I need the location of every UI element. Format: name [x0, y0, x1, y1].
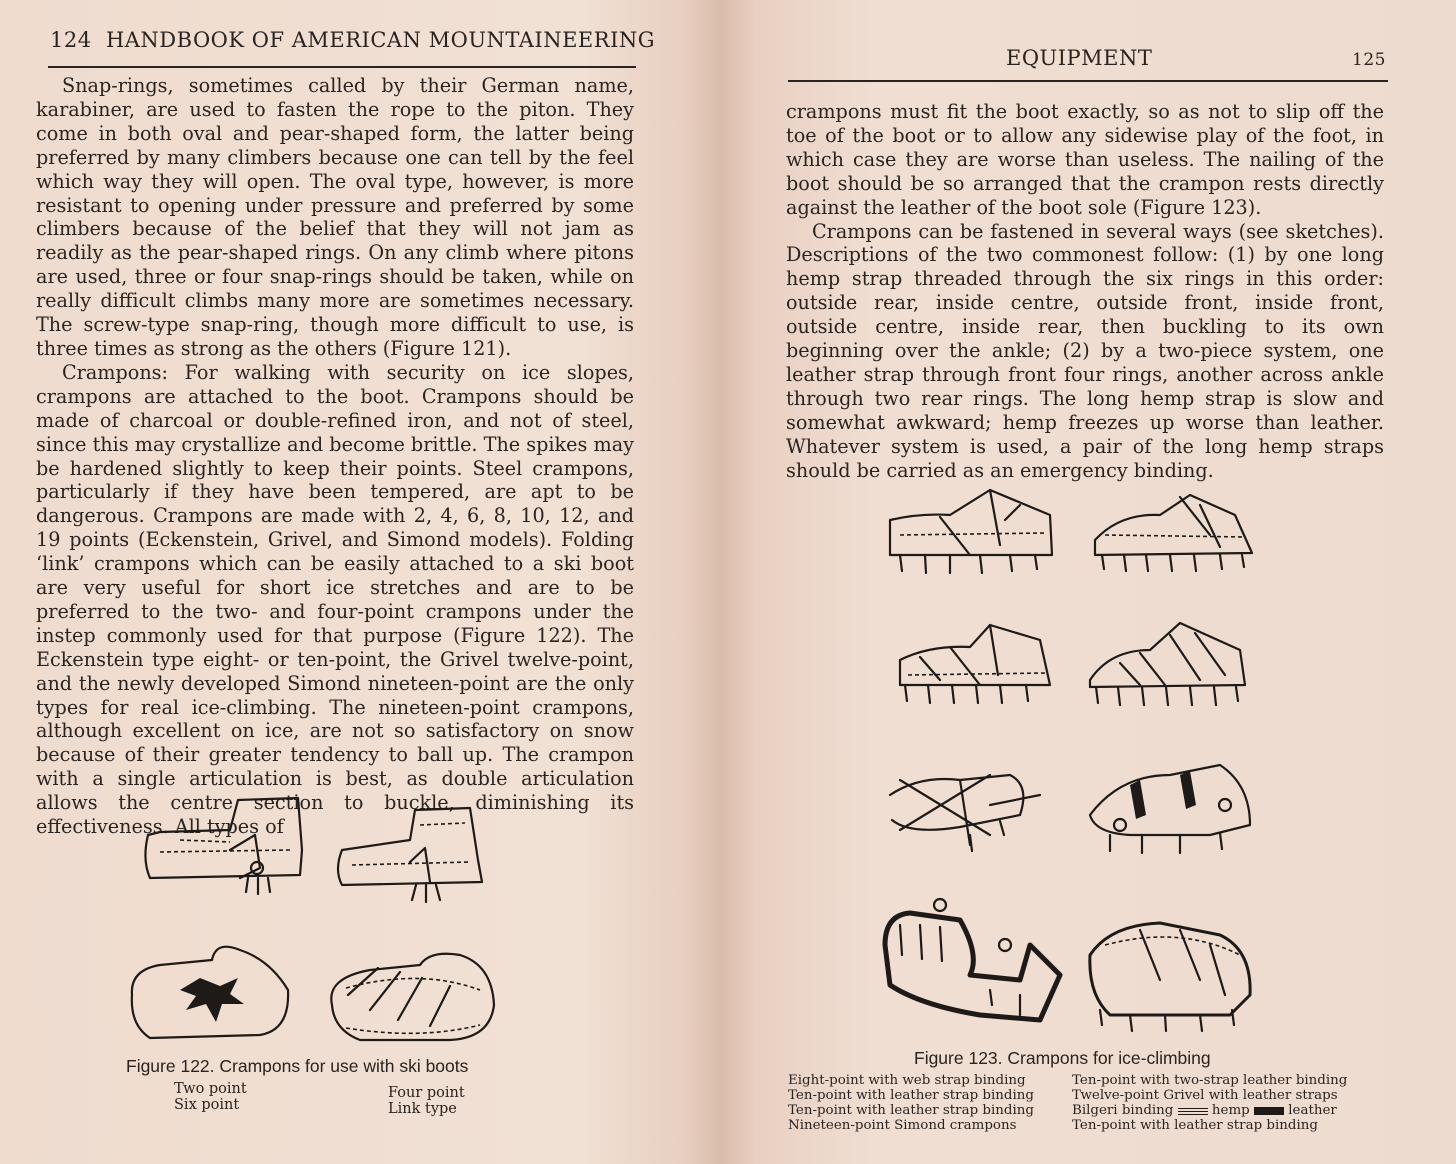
left-running-head	[50, 28, 655, 52]
six-point-crampon-icon	[132, 947, 288, 1038]
right-paragraph-2: Crampons can be fastened in several ways (see sketches). Descriptions of the two commonest follow: (1) by one long hemp strap threaded through the six rings in this order: outside rear, inside centre, outside front, inside front, outside centre, inside rear, then buckling to its own beginning over the ankle; (2) by a two-piece system, one leather strap through front four rings, another across ankle through two rear rings. The long hemp strap is slow and somewhat awkward; hemp freezes up worse than leather. Whatever system is used, a pair of the long hemp straps should be carried as an emergency binding.	[786, 219, 1384, 482]
legend-ten-point-leather-3: Ten-point with leather strap binding	[1072, 1118, 1318, 1133]
legend-eight-point-web: Eight-point with web strap binding	[788, 1073, 1026, 1088]
label-six-point: Six point	[174, 1097, 240, 1113]
four-point-crampon-icon	[338, 808, 482, 902]
twelve-point-grivel-icon	[1090, 623, 1245, 705]
figure-123-drawings	[880, 475, 1280, 1045]
ten-point-two-strap-icon	[1095, 495, 1252, 571]
legend-hemp-label: hemp	[1211, 1103, 1250, 1118]
legend-ten-point-two-strap: Ten-point with two-strap leather binding	[1072, 1073, 1348, 1088]
left-page	[0, 0, 700, 1164]
left-body-text	[36, 74, 634, 839]
two-point-crampon-icon	[145, 798, 302, 894]
right-body-text	[786, 100, 1384, 483]
legend-bilgeri-binding	[1072, 1103, 1347, 1118]
figure-123-caption: Figure 123. Crampons for ice-climbing	[914, 1048, 1211, 1068]
right-paragraph-1: crampons must fit the boot exactly, so as not to slip off the toe of the boot or to allow any sidewise play of the foot, in which case they are worse than useless. The nailing of the boot should be so arranged that the crampon rests directly against the leather of the boot sole (Figure 123).	[786, 100, 1384, 219]
legend-nineteen-point-simond: Nineteen-point Simond crampons	[788, 1118, 1017, 1133]
left-running-title: HANDBOOK OF AMERICAN MOUNTAINEERING	[105, 28, 656, 52]
left-head-rule	[48, 66, 636, 68]
legend-ten-point-leather-1: Ten-point with leather strap binding	[788, 1088, 1034, 1103]
right-page-number: 125	[1352, 50, 1386, 70]
label-four-point: Four point	[388, 1085, 465, 1101]
legend-twelve-point-grivel: Twelve-point Grivel with leather straps	[1072, 1088, 1338, 1103]
legend-leather-label: leather	[1288, 1103, 1337, 1118]
figure-122-labels-right	[388, 1085, 465, 1117]
right-page	[740, 0, 1456, 1164]
hemp-swatch-icon	[1178, 1107, 1208, 1115]
legend-ten-point-leather-2: Ten-point with leather strap binding	[788, 1103, 1034, 1118]
figure-122-drawings	[120, 790, 520, 1050]
legend-bilgeri-prefix: Bilgeri binding	[1072, 1103, 1174, 1118]
label-two-point: Two point	[174, 1081, 247, 1097]
label-link-type: Link type	[388, 1101, 457, 1117]
ten-point-leather-strap-2-icon	[890, 775, 1040, 851]
ten-point-leather-strap-icon	[900, 625, 1050, 703]
left-page-number: 124	[50, 28, 92, 52]
right-head-rule	[788, 80, 1388, 82]
figure-123-legend-right	[1072, 1073, 1347, 1133]
left-paragraph-1: Snap-rings, sometimes called by their German name, karabiner, are used to fasten the rope to the piton. They come in both oval and pear-shaped form, the latter being preferred by many climbers because one can tell by the feel which way they will open. The oval type, however, is more resistant to opening under pressure and preferred by some climbers because of the belief that they will not jam as readily as the pear-shaped rings. On any climb where pitons are used, three or four snap-rings should be taken, while on really difficult climbs many more are sometimes necessary. The screw-type snap-ring, though more difficult to use, is three times as strong as the others (Figure 121).	[36, 74, 634, 360]
ten-point-leather-strap-3-icon	[1090, 923, 1250, 1031]
eight-point-web-strap-icon	[890, 490, 1052, 573]
left-paragraph-2: Crampons: For walking with security on ice slopes, crampons are attached to the boot. Crampons should be made of charcoal or double-refined iron, and not of steel, since this may crystallize and become brittle. The spikes may be hardened slightly to keep their points. Steel crampons, particularly if they have been tempered, are apt to be dangerous. Crampons are made with 2, 4, 6, 8, 10, 12, and 19 points (Eckenstein, Grivel, and Simond models). Folding ‘link’ crampons which can be easily attached to a ski boot are very useful for short ice stretches and are to be preferred to the two- and four-point crampons under the instep commonly used for that purpose (Figure 122). The Eckenstein type eight- or ten-point, the Grivel twelve-point, and the newly developed Simond nineteen-point are the only types for real ice-climbing. The nineteen-point crampons, although excellent on ice, are not so satisfactory on snow because of their greater tendency to ball up. The crampon with a single articulation is best, as double articulation allows the centre section to buckle, diminishing its effectiveness. All types of	[36, 360, 634, 839]
bilgeri-binding-icon	[1090, 765, 1250, 853]
figure-122-labels-left	[174, 1081, 247, 1113]
right-running-title: EQUIPMENT	[1006, 46, 1153, 70]
figure-122-caption: Figure 122. Crampons for use with ski boots	[126, 1056, 469, 1076]
leather-swatch-icon	[1254, 1107, 1284, 1115]
link-type-crampon-icon	[331, 954, 494, 1040]
nineteen-point-simond-icon	[885, 899, 1060, 1020]
figure-123-legend-left	[788, 1073, 1034, 1133]
